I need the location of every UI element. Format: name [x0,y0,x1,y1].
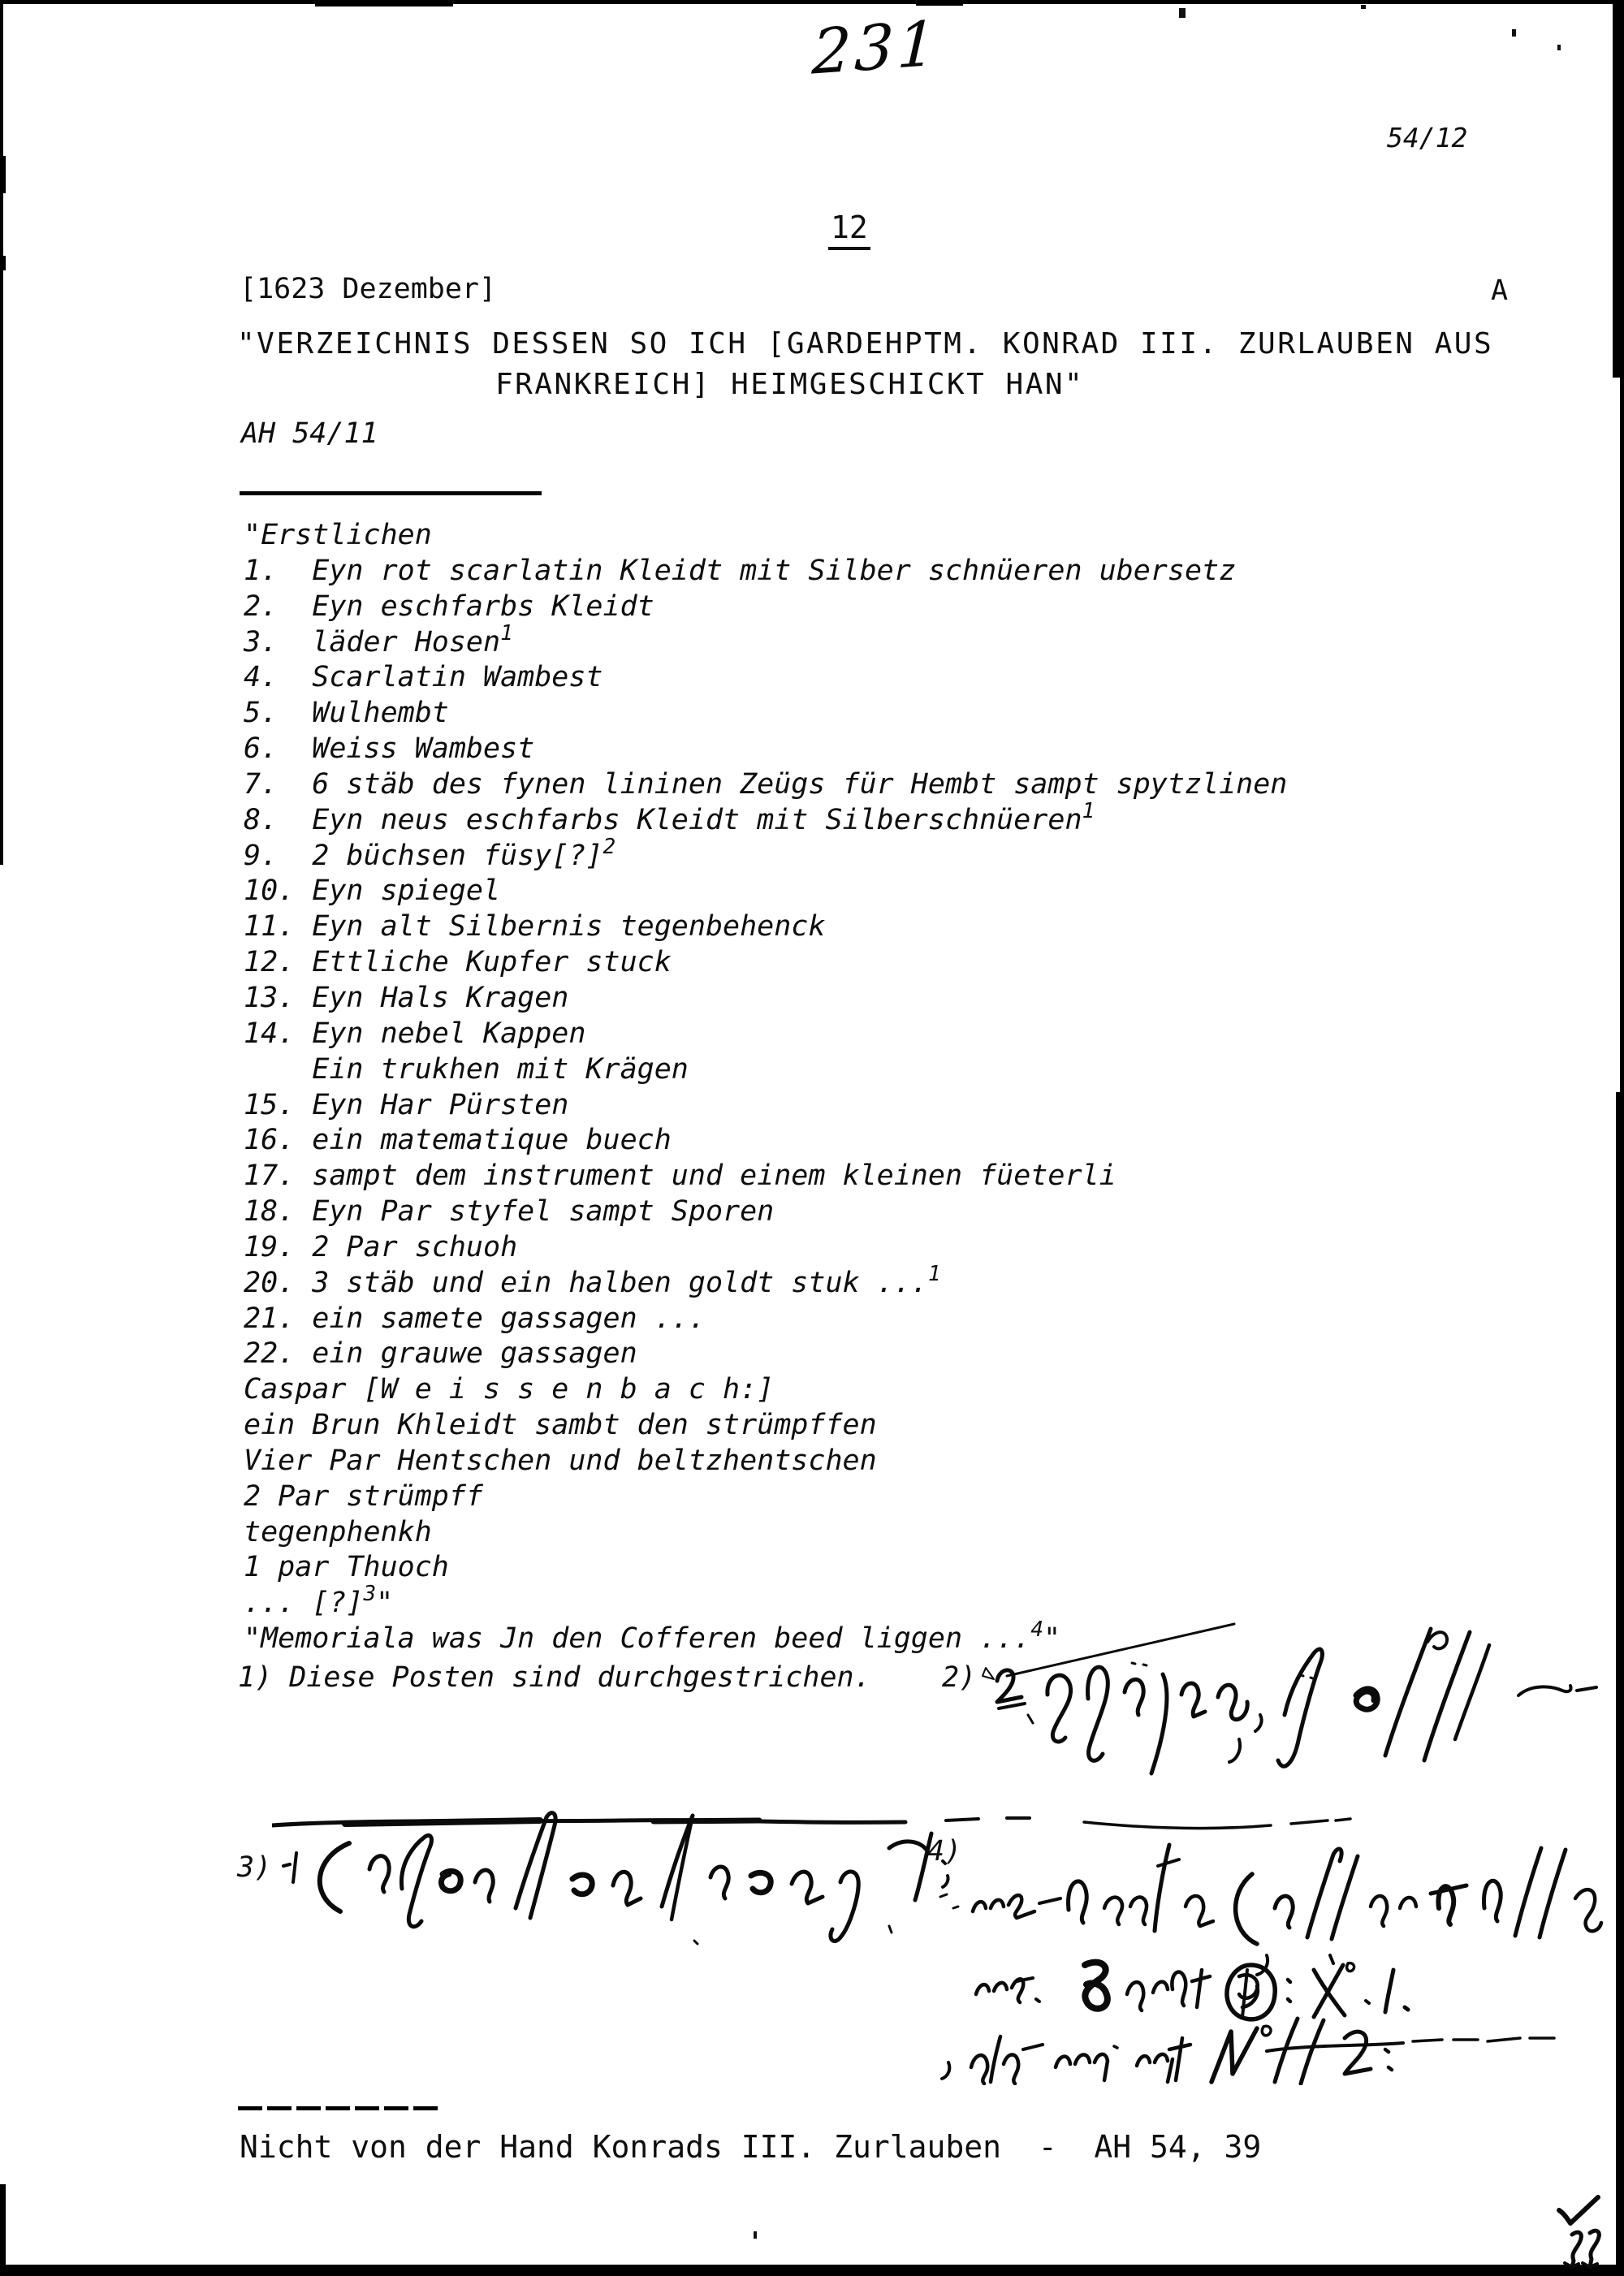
list-line: 18. Eyn Par styfel sampt Sporen [244,1195,775,1229]
title-line-1: "VERZEICHNIS DESSEN SO ICH [GARDEHPTM. KONRAD III. ZURLAUBEN AUS [237,327,1494,361]
horizontal-rule [240,491,542,495]
page-edge-right-mark [1616,1092,1624,2265]
scan-speck [1512,29,1516,37]
footnote-2-handwriting [950,1617,1616,1792]
list-line: 13. Eyn Hals Kragen [244,981,569,1014]
list-line: 1 par Thuoch [244,1551,449,1584]
list-line: 2. Eyn eschfarbs Kleidt [244,590,654,623]
list-line: 7. 6 stäb des fynen lininen Zeügs für Hembt sampt spytzlinen [244,767,1288,801]
footer-dashed-rule [238,2106,441,2110]
page-edge-left [0,0,3,865]
footnote-4-handwriting [926,1833,1624,2085]
list-line: 1. Eyn rot scarlatin Kleidt mit Silber schnüeren ubersetz [244,554,1237,587]
page-edge-top-mark [315,0,453,6]
title-line-2: FRANKREICH] HEIMGESCHICKT HAN" [495,368,1085,401]
source-reference: AH 54/11 [241,417,378,450]
scan-speck [1557,45,1561,50]
list-line: 5. Wulhembt [244,697,449,730]
date-line: [1623 Dezember] [240,273,497,305]
list-line: ... [?]$^3$" [244,1582,394,1620]
inventory-list [244,518,1287,1657]
footnote-2-label: 2) [942,1661,977,1694]
handwritten-page-number: 231 [810,6,941,89]
archive-ref-top-right: 54/12 [1387,122,1468,153]
footnote-4-label: 4) [927,1835,962,1868]
list-line: "Erstlichen [244,519,432,551]
list-line: Caspar [W e i s s e n b a c h:] [244,1373,775,1406]
page-edge-left-mark [0,2184,6,2276]
list-line: 20. 3 stäb und ein halben goldt stuk ...$^1$ [244,1261,941,1299]
list-line: 15. Eyn Har Pürsten [244,1088,569,1121]
list-line: 3. läder Hosen$^1$ [244,620,513,659]
list-line: 9. 2 büchsen füsy[?]$^2$ [244,834,616,872]
scan-speck [1179,8,1186,18]
list-line: 17. sampt dem instrument und einem kleinen füeterli [244,1160,1116,1193]
list-line: 12. Ettliche Kupfer stuck [244,946,672,979]
page-edge-top [0,0,1624,4]
list-line: 8. Eyn neus eschfarbs Kleidt mit Silberschnüeren$^1$ [244,798,1095,836]
document-number: 12 [828,209,870,250]
list-line: 2 Par strümpff [244,1479,484,1513]
page-edge-bottom [0,2265,1624,2276]
page-edge-left-mark [0,156,6,193]
list-line: tegenphenkh [244,1515,432,1548]
corner-check-marks [1553,2192,1616,2272]
list-line: 4. Scarlatin Wambest [244,661,603,694]
list-line: 10. Eyn spiegel [244,875,501,908]
list-line: Vier Par Hentschen und beltzhentschen [244,1444,877,1477]
list-line: 16. ein matematique buech [244,1124,672,1157]
footnote-1-text: 1) Diese Posten sind durchgestrichen. [238,1661,871,1694]
list-line: 11. Eyn alt Silbernis tegenbehenck [244,910,826,944]
page-edge-top-mark [916,0,963,6]
list-line: 21. ein samete gassagen ... [244,1302,706,1335]
footnote-3-label: 3) [237,1851,272,1884]
scan-speck [754,2231,757,2239]
list-line: "Memoriala was Jn den Cofferen beed liggen ...$^4$" [244,1617,1061,1656]
footer-note: Nicht von der Hand Konrads III. Zurlauben - AH 54, 39 [240,2129,1262,2165]
scan-speck [1361,5,1366,9]
marginal-letter: A [1491,274,1509,307]
list-line: ein Brun Khleidt sambt den strümpffen [244,1409,877,1442]
page-edge-right-mark [1613,0,1624,378]
page-edge-left-mark [0,256,6,270]
list-line: 14. Eyn nebel Kappen [244,1017,586,1050]
list-line: 6. Weiss Wambest [244,732,535,766]
list-line: Ein trukhen mit Krägen [244,1052,689,1086]
list-line: 22. ein grauwe gassagen [244,1337,637,1371]
list-line: 19. 2 Par schuoh [244,1230,518,1263]
